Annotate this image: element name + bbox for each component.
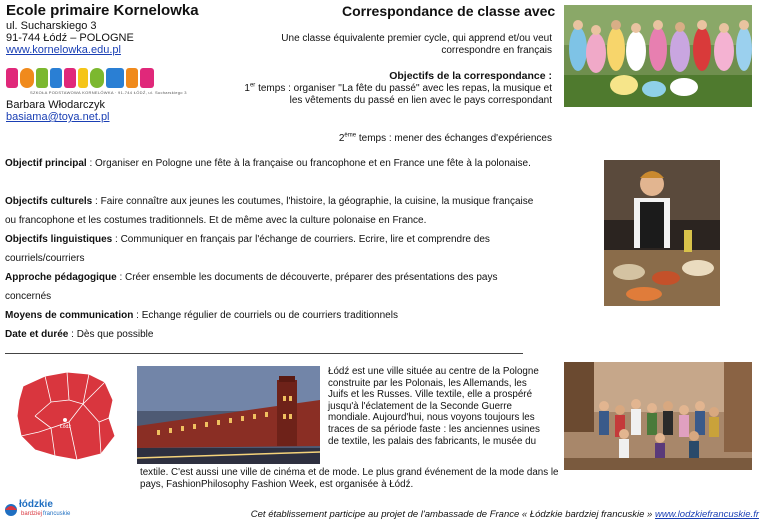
- lodz-description: Łódź est une ville située au centre de la Pologne construite par les Polonais, les Allemands, les Juifs et les Russes. Ville textile, elle a prospéré jusqu'à l'éclatement de la Seconde Guerre mondiale. Aujourd'hui, nous voyons toujours les traces de sa période faste : les anciennes usines de textile, les palais des fabricants, le musée du: [328, 366, 540, 447]
- factory-photo: [137, 366, 320, 464]
- footer-logo-subtext: bardziej: [21, 511, 43, 517]
- cooking-photo: [604, 160, 720, 306]
- contact-name: Barbara Włodarczyk: [6, 99, 106, 111]
- section-cultural-objectives: Objectifs culturels : Faire connaître aux jeunes les coutumes, l'histoire, la géographie, la cuisine, la musique française ou francophone et les costumes traditionnels. Et de même avec la culture polonaise en France.: [5, 196, 534, 226]
- objectives-title: Objectifs de la correspondance :: [389, 70, 552, 82]
- classroom-photo: [564, 362, 752, 470]
- divider: [5, 353, 523, 354]
- section-date-duration: Date et durée : Dès que possible: [5, 329, 154, 340]
- contact-email-link[interactable]: basiama@toya.net.pl: [6, 111, 110, 123]
- school-name: Ecole primaire Kornelowka: [6, 2, 199, 19]
- address-line-2: 91-744 Łódź – POLOGNE: [6, 32, 134, 44]
- footer-website-link[interactable]: www.lodzkiefrancuskie.fr: [654, 509, 759, 520]
- section-language-objectives: Objectifs linguistiques : Communiquer en français par l'échange de courriers. Ecrire, lire et comprendre des courriels/courriers: [5, 234, 490, 264]
- step-2: 2ème temps : mener des échanges d'expériences: [338, 132, 552, 144]
- logo-subtext: SZKOŁA PODSTAWOWA KORNELÓWKA · 91-744 ŁÓDŹ, ul. Sucharskiego 3: [30, 90, 187, 95]
- lodzkie-francuskie-logo: [3, 498, 73, 524]
- footer-note: Cet établissement participe au projet de l'ambassade de France « Łódzkie bardziej francuskie » www.lodzkiefrancuskie.fr: [250, 509, 759, 520]
- step-1: 1er temps : organiser ''La fête du passé'' avec les repas, la musique et les vêtements du passé en lien avec le pays correspondant: [244, 82, 552, 106]
- lodz-description-continued: textile. C'est aussi une ville de cinéma et de mode. Le plus grand événement de la mode dans le pays, FashionPhilosophy Fashion Week, est organisée à Łódź.: [140, 467, 559, 490]
- footer-logo-text: łódzkie: [19, 499, 53, 510]
- school-website-link[interactable]: www.kornelowka.edu.pl: [6, 44, 121, 56]
- map-city-label: Łódź: [60, 424, 71, 430]
- footer-logo-subtext-2: francuskie: [43, 511, 71, 517]
- section-communication: Moyens de communication : Echange régulier de courriels ou de courriers traditionnels: [5, 310, 398, 321]
- page-title: Correspondance de classe avec: [342, 3, 556, 19]
- address-line-1: ul. Sucharskiego 3: [6, 20, 97, 32]
- section-main-objective: Objectif principal : Organiser en Pologne une fête à la française ou francophone et en France une fête à la polonaise.: [5, 158, 531, 169]
- intro-description: Une classe équivalente premier cycle, qui apprend et/ou veut correspondre en français: [281, 33, 552, 56]
- kornelowka-logo: [6, 64, 164, 92]
- poland-map: [5, 366, 121, 466]
- section-teaching-approach: Approche pédagogique : Créer ensemble les documents de découverte, préparer des présentations des pays concernés: [5, 272, 498, 302]
- costume-party-photo: [564, 5, 752, 107]
